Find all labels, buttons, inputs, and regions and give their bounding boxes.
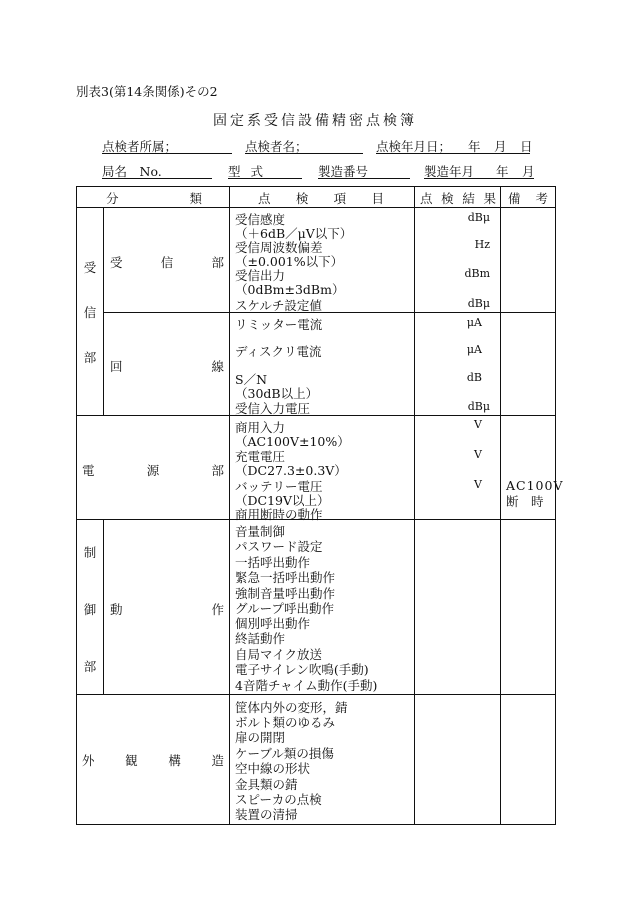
form-title: 固定系受信設備精密点検簿 [213,113,417,129]
receiver-section-label-3: 部 [83,350,97,365]
header-category: 分 類 [106,191,202,206]
line-subsection-label: 回 線 [110,359,224,374]
header-remarks: 備 考 [508,191,548,206]
inspection-date-day: 日 [520,139,533,154]
form-caption: 別表3(第14条関係)その2 [76,84,218,99]
item-input-voltage: 受信入力電圧 [235,401,311,416]
result-cell-power[interactable] [415,416,500,519]
item-reception-sensitivity: 受信感度 [235,212,286,227]
remark-outage: 断 時 [506,494,544,509]
unit-discri: μA [466,343,482,356]
inspection-date-label: 点検年月日； [376,139,452,154]
remark-ac100v: AC100V [506,478,564,493]
unit-input-voltage: dBμ [467,400,490,413]
item-battery-voltage: バッテリー電圧 [235,479,323,494]
item-commercial-input: 商用入力 [235,420,286,435]
item-sn-spec: （30dB以上） [235,386,319,401]
receiver-section-label-1: 受 [83,260,97,275]
item-charge-voltage-spec: （DC27.3±0.3V） [235,463,347,478]
result-cell-control[interactable] [415,520,500,694]
station-label: 局名 No. [102,164,162,179]
item-outage-operation: 商用断時の動作 [235,507,323,522]
item-cable-damage: ケーブル類の損傷 [235,746,334,761]
item-door-operation: 扉の開閉 [235,730,286,745]
item-antenna-shape: 空中線の形状 [235,761,311,776]
item-reception-output-spec: （0dBm±3dBm） [235,282,345,297]
mfg-date-month: 月 [522,164,535,179]
item-password-setting: パスワード設定 [235,539,323,554]
item-commercial-input-spec: （AC100V±10%） [235,434,350,449]
unit-sensitivity: dBμ [467,211,490,224]
inspection-date-year: 年 [468,139,481,154]
result-cell-line[interactable] [415,313,500,415]
header-item: 点 検 項 目 [258,191,384,206]
mfg-date-year: 年 [496,164,509,179]
control-section-label-2: 御 [83,602,97,617]
item-housing-deformation: 筐体内外の変形，錆 [235,700,348,715]
model-label: 型式 [228,164,274,179]
unit-sn: dB [466,371,482,384]
item-individual-call: 個別呼出動作 [235,616,311,631]
item-forced-volume-call: 強制音量呼出動作 [235,586,336,601]
inspection-date-month: 月 [494,139,507,154]
operation-subsection-label: 動 作 [110,602,224,617]
item-limiter-current: リミッター電流 [235,317,323,332]
control-section-label-3: 部 [83,659,97,674]
item-sn: S／N [235,372,268,387]
unit-squelch: dBμ [467,297,490,310]
receiver-section-label-2: 信 [83,305,97,320]
item-volume-control: 音量制御 [235,524,286,539]
item-battery-voltage-spec: （DC19V以上） [235,493,330,508]
inspector-office-label: 点検者所属； [102,139,178,154]
result-cell-receiver[interactable] [415,208,500,312]
unit-charge: V [474,448,482,461]
item-frequency-deviation-spec: （±0.001%以下） [235,254,344,269]
item-bulk-call: 一括呼出動作 [235,555,311,570]
inspector-name-label: 点検者名； [245,139,308,154]
item-own-mic-broadcast: 自局マイク放送 [235,647,323,662]
mfg-date-label: 製造年月 [424,164,475,179]
unit-limiter: μA [466,316,482,329]
control-section-label-1: 制 [83,545,97,560]
item-charge-voltage: 充電電圧 [235,449,286,464]
power-section-label: 電 源 部 [82,463,224,478]
item-frequency-deviation: 受信周波数偏差 [235,240,323,255]
receiver-subsection-label: 受 信 部 [110,255,224,270]
item-chime: 4音階チャイム動作(手動) [235,678,378,693]
item-electronic-siren: 電子サイレン吹鳴(手動) [235,662,369,677]
item-reception-sensitivity-spec: （＋6dB／μV以下） [235,226,353,241]
header-result: 点 検 結 果 [420,191,496,206]
item-discri-current: ディスクリ電流 [235,344,322,359]
item-bolt-looseness: ボルト類のゆるみ [235,715,336,730]
exterior-section-label: 外 観 構 造 [82,753,224,768]
item-call-end: 終話動作 [235,631,286,646]
item-cleaning: 装置の清掃 [235,807,298,822]
result-cell-exterior[interactable] [415,695,500,824]
unit-frequency: Hz [474,238,490,251]
item-squelch: スケルチ設定値 [235,298,322,313]
serial-label: 製造番号 [318,164,369,179]
unit-output: dBm [464,267,490,280]
item-reception-output: 受信出力 [235,268,286,283]
item-emergency-bulk-call: 緊急一括呼出動作 [235,570,336,585]
item-group-call: グループ呼出動作 [235,601,335,616]
item-fitting-rust: 金具類の錆 [235,777,298,792]
item-speaker-check: スピーカの点検 [235,792,322,807]
unit-battery: V [474,478,482,491]
unit-commercial: V [474,418,482,431]
